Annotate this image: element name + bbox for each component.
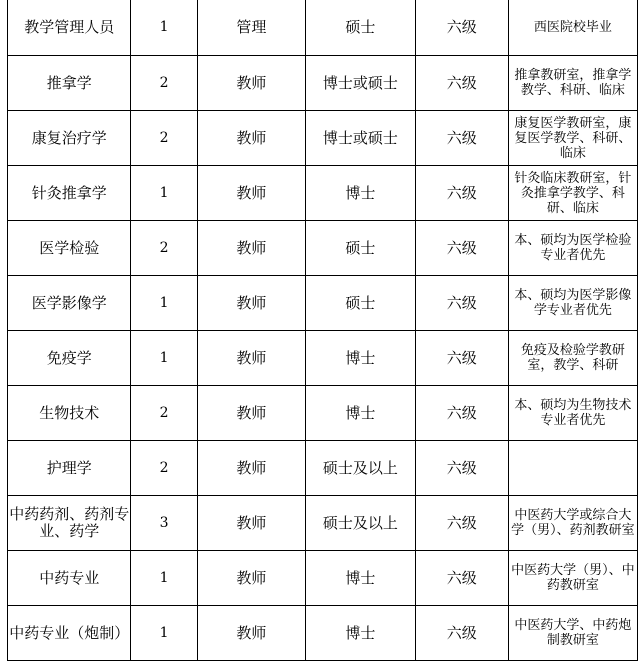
position-name: 针灸推拿学 — [8, 166, 131, 221]
position-type: 教师 — [197, 386, 305, 441]
headcount: 2 — [131, 56, 197, 111]
position-name: 教学管理人员 — [8, 0, 131, 56]
headcount: 1 — [131, 166, 197, 221]
position-name: 推拿学 — [8, 56, 131, 111]
rank-level: 六级 — [415, 386, 508, 441]
position-name: 中药专业 — [8, 551, 131, 606]
remarks: 推拿教研室，推拿学教学、科研、临床 — [508, 56, 637, 111]
degree-requirement: 硕士及以上 — [306, 496, 415, 551]
rank-level: 六级 — [415, 166, 508, 221]
table-row — [8, 0, 638, 56]
position-type: 教师 — [197, 551, 305, 606]
position-name: 中药药剂、药剂专业、药学 — [8, 496, 131, 551]
headcount: 2 — [131, 221, 197, 276]
table-row — [8, 496, 638, 551]
remarks: 免疫及检验学教研室，教学、科研 — [508, 331, 637, 386]
remarks: 针灸临床教研室，针灸推拿学教学、科研、临床 — [508, 166, 637, 221]
table-row — [8, 441, 638, 496]
table-row — [8, 221, 638, 276]
degree-requirement: 博士 — [306, 606, 415, 661]
rank-level: 六级 — [415, 276, 508, 331]
table-row — [8, 166, 638, 221]
rank-level: 六级 — [415, 441, 508, 496]
table-row — [8, 56, 638, 111]
rank-level: 六级 — [415, 551, 508, 606]
position-type: 教师 — [197, 276, 305, 331]
rank-level: 六级 — [415, 496, 508, 551]
remarks — [508, 441, 637, 496]
position-name: 免疫学 — [8, 331, 131, 386]
position-type: 教师 — [197, 221, 305, 276]
rank-level: 六级 — [415, 111, 508, 166]
position-name: 医学影像学 — [8, 276, 131, 331]
position-type: 教师 — [197, 496, 305, 551]
table-row — [8, 111, 638, 166]
position-type: 教师 — [197, 441, 305, 496]
remarks: 中医药大学或综合大学（男）、药剂教研室 — [508, 496, 637, 551]
degree-requirement: 博士或硕士 — [306, 111, 415, 166]
positions-table — [7, 0, 638, 661]
headcount: 1 — [131, 551, 197, 606]
position-name: 护理学 — [8, 441, 131, 496]
position-type: 教师 — [197, 56, 305, 111]
headcount: 1 — [131, 0, 197, 56]
rank-level: 六级 — [415, 0, 508, 56]
position-type: 教师 — [197, 331, 305, 386]
rank-level: 六级 — [415, 56, 508, 111]
remarks: 西医院校毕业 — [508, 0, 637, 56]
position-type: 教师 — [197, 111, 305, 166]
position-name: 康复治疗学 — [8, 111, 131, 166]
remarks: 中医药大学（男）、中药教研室 — [508, 551, 637, 606]
headcount: 1 — [131, 331, 197, 386]
rank-level: 六级 — [415, 606, 508, 661]
remarks: 本、硕均为生物技术专业者优先 — [508, 386, 637, 441]
table-row — [8, 386, 638, 441]
remarks: 中医药大学、中药炮制教研室 — [508, 606, 637, 661]
rank-level: 六级 — [415, 331, 508, 386]
degree-requirement: 博士或硕士 — [306, 56, 415, 111]
position-name: 中药专业（炮制） — [8, 606, 131, 661]
remarks: 本、硕均为医学检验专业者优先 — [508, 221, 637, 276]
headcount: 3 — [131, 496, 197, 551]
degree-requirement: 硕士 — [306, 276, 415, 331]
headcount: 2 — [131, 111, 197, 166]
headcount: 2 — [131, 386, 197, 441]
remarks: 本、硕均为医学影像学专业者优先 — [508, 276, 637, 331]
degree-requirement: 硕士 — [306, 0, 415, 56]
degree-requirement: 博士 — [306, 551, 415, 606]
headcount: 2 — [131, 441, 197, 496]
degree-requirement: 博士 — [306, 386, 415, 441]
position-type: 教师 — [197, 606, 305, 661]
position-name: 生物技术 — [8, 386, 131, 441]
degree-requirement: 博士 — [306, 166, 415, 221]
position-type: 管理 — [197, 0, 305, 56]
headcount: 1 — [131, 606, 197, 661]
position-name: 医学检验 — [8, 221, 131, 276]
table-row — [8, 331, 638, 386]
rank-level: 六级 — [415, 221, 508, 276]
table-row — [8, 551, 638, 606]
position-type: 教师 — [197, 166, 305, 221]
headcount: 1 — [131, 276, 197, 331]
degree-requirement: 硕士及以上 — [306, 441, 415, 496]
degree-requirement: 硕士 — [306, 221, 415, 276]
table-row — [8, 606, 638, 661]
degree-requirement: 博士 — [306, 331, 415, 386]
table-row — [8, 276, 638, 331]
remarks: 康复医学教研室，康复医学教学、科研、临床 — [508, 111, 637, 166]
